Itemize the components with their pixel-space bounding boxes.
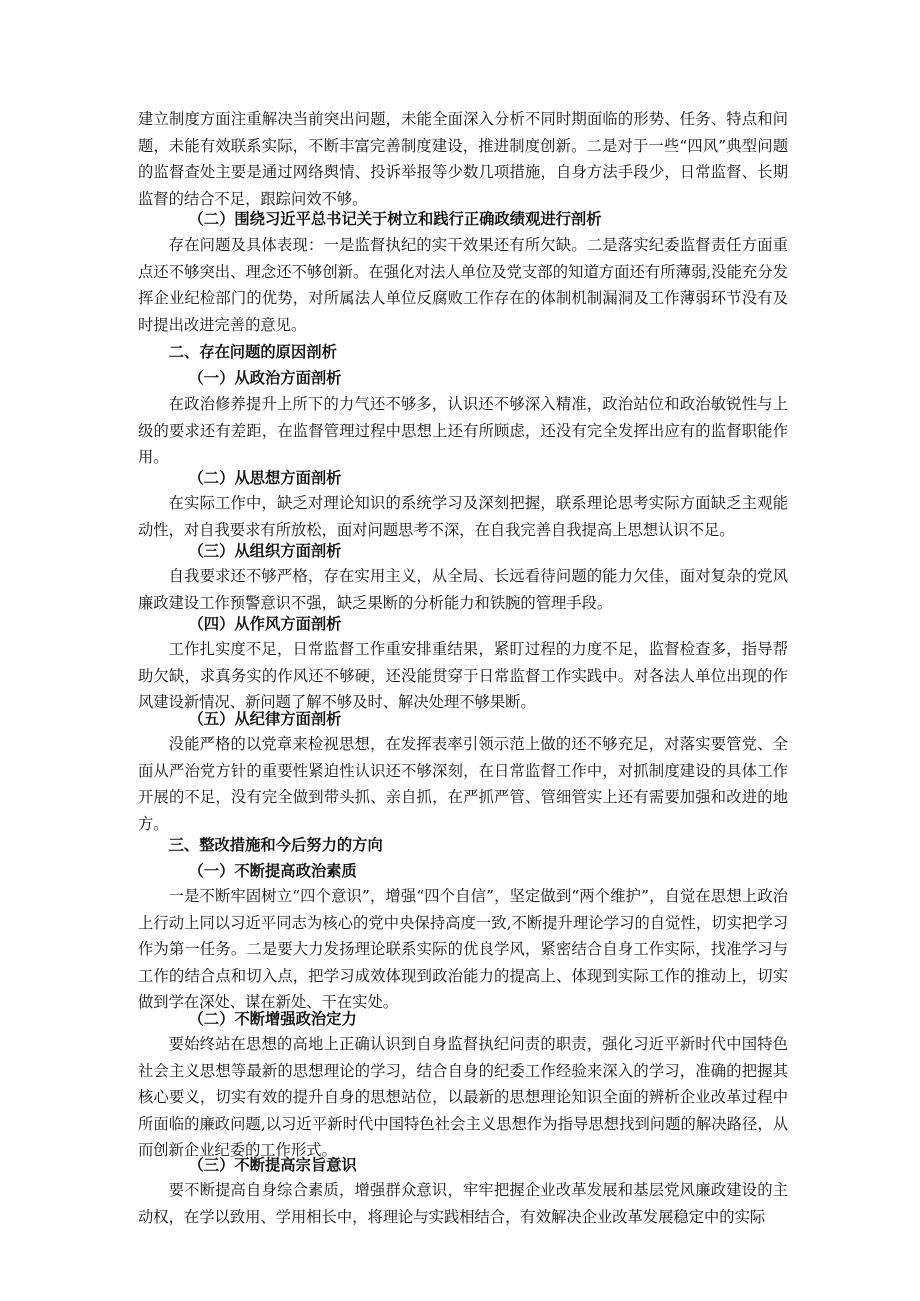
paragraph — [138, 1177, 788, 1230]
section-heading — [138, 339, 788, 366]
subheading — [138, 706, 788, 733]
subheading — [138, 538, 788, 565]
subheading-text: （二）围绕习近平总书记关于树立和践行正确政绩观进行剖析 — [188, 210, 602, 228]
paragraph-text: 建立制度方面注重解决当前突出问题，未能全面深入分析不同时期面临的形势、任务、特点和问题，未能有效联系实际，不断丰富完善制度建设，推进制度创新。二是对于一些“四风”典型问题的监督查处主要是通过网络舆情、投诉举报等少数几项措施，自身方法手段少，日常监督、长期监督的结合不足，跟踪问效不够。 — [138, 110, 788, 208]
paragraph-text: 要不断提高自身综合素质，增强群众意识，牢牢把握企业改革发展和基层党风廉政建设的主动权，在学以致用、学用相长中，将理论与实践相结合，有效解决企业改革发展稳定中的实际 — [138, 1181, 788, 1226]
paragraph — [138, 391, 788, 471]
paragraph — [138, 232, 788, 338]
paragraph-text: 没能严格的以党章来检视思想，在发挥表率引领示范上做的还不够充足，对落实要管党、全面从严治党方针的重要性紧迫性认识还不够深刻，在日常监督工作中，对抓制度建设的具体工作开展的不足，没有完全做到带头抓、亲自抓，在严抓严管、管细管实上还有需要加强和改进的地方。 — [138, 735, 788, 833]
paragraph-text: 工作扎实度不足，日常监督工作重安排重结果，紧盯过程的力度不足，监督检查多，指导帮助欠缺，求真务实的作风还不够硬，还没能贯穿于日常监督工作实践中。对各法人单位出现的作风建设新情况、新问题了解不够及时、解决处理不够果断。 — [138, 640, 788, 712]
subheading-text: （一）不断提高政治素质 — [188, 862, 357, 880]
subheading — [138, 206, 788, 233]
subheading-text: （二）不断增强政治定力 — [188, 1010, 357, 1028]
section-heading-text: 三、整改措施和今后努力的方向 — [168, 836, 383, 854]
subheading-text: （四）从作风方面剖析 — [188, 615, 342, 633]
section-heading-text: 二、存在问题的原因剖析 — [168, 343, 337, 361]
paragraph-text: 在实际工作中，缺乏对理论知识的系统学习及深刻把握，联系理论思考实际方面缺乏主观能动性，对自我要求有所放松，面对问题思考不深，在自我完善自我提高上思想认识不足。 — [138, 494, 788, 539]
subheading-text: （五）从纪律方面剖析 — [188, 710, 342, 728]
subheading-text: （三）从组织方面剖析 — [188, 542, 342, 560]
paragraph-text: 自我要求还不够严格，存在实用主义，从全局、长远看待问题的能力欠佳，面对复杂的党风廉政建设工作预警意识不强，缺乏果断的分析能力和铁腕的管理手段。 — [138, 567, 788, 612]
paragraph-text: 在政治修养提升上所下的力气还不够多，认识还不够深入精准，政治站位和政治敏锐性与上级的要求还有差距，在监督管理过程中思想上还有所顾虑，还没有完全发挥出应有的监督职能作用。 — [138, 395, 788, 467]
paragraph — [138, 490, 788, 543]
subheading-text: （一）从政治方面剖析 — [188, 369, 342, 387]
paragraph — [138, 1031, 788, 1164]
paragraph — [138, 563, 788, 616]
paragraph — [138, 731, 788, 837]
subheading — [138, 1152, 788, 1179]
paragraph-text: 一是不断牢固树立“四个意识”，增强“四个自信”，坚定做到“两个维护”，自觉在思想上政治上行动上同以习近平同志为核心的党中央保持高度一致,不断提升理论学习的自觉性，切实把学习作为第一任务。二是要大力发扬理论联系实际的优良学风，紧密结合自身工作实际，找准学习与工作的结合点和切入点，把学习成效体现到政治能力的提高上、体现到实际工作的推动上，切实做到学在深处、谋在新处、干在实处。 — [138, 887, 788, 1012]
paragraph-text: 存在问题及具体表现：一是监督执纪的实干效果还有所欠缺。二是落实纪委监督责任方面重点还不够突出、理念还不够创新。在强化对法人单位及党支部的知道方面还有所薄弱,没能充分发挥企业纪检部门的优势，对所属法人单位反腐败工作存在的体制机制漏洞及工作薄弱环节没有及时提出改进完善的意见。 — [138, 236, 788, 334]
paragraph-text: 要始终站在思想的高地上正确认识到自身监督执纪问责的职责，强化习近平新时代中国特色社会主义思想等最新的思想理论的学习，结合自身的纪委工作经验来深入的学习，准确的把握其核心要义，切实有效的提升自身的思想站位，以最新的思想理论知识全面的辨析企业改革过程中所面临的廉政问题,以习近平新时代中国特色社会主义思想作为指导思想找到问题的解决路径，从而创新企业纪委的工作形式。 — [138, 1035, 788, 1160]
paragraph — [138, 106, 788, 212]
subheading-text: （二）从思想方面剖析 — [188, 469, 342, 487]
subheading — [138, 1006, 788, 1033]
subheading — [138, 365, 788, 392]
paragraph — [138, 883, 788, 1016]
subheading — [138, 611, 788, 638]
subheading-text: （三）不断提高宗旨意识 — [188, 1156, 357, 1174]
section-heading — [138, 832, 788, 859]
subheading — [138, 858, 788, 885]
paragraph — [138, 636, 788, 716]
subheading — [138, 465, 788, 492]
